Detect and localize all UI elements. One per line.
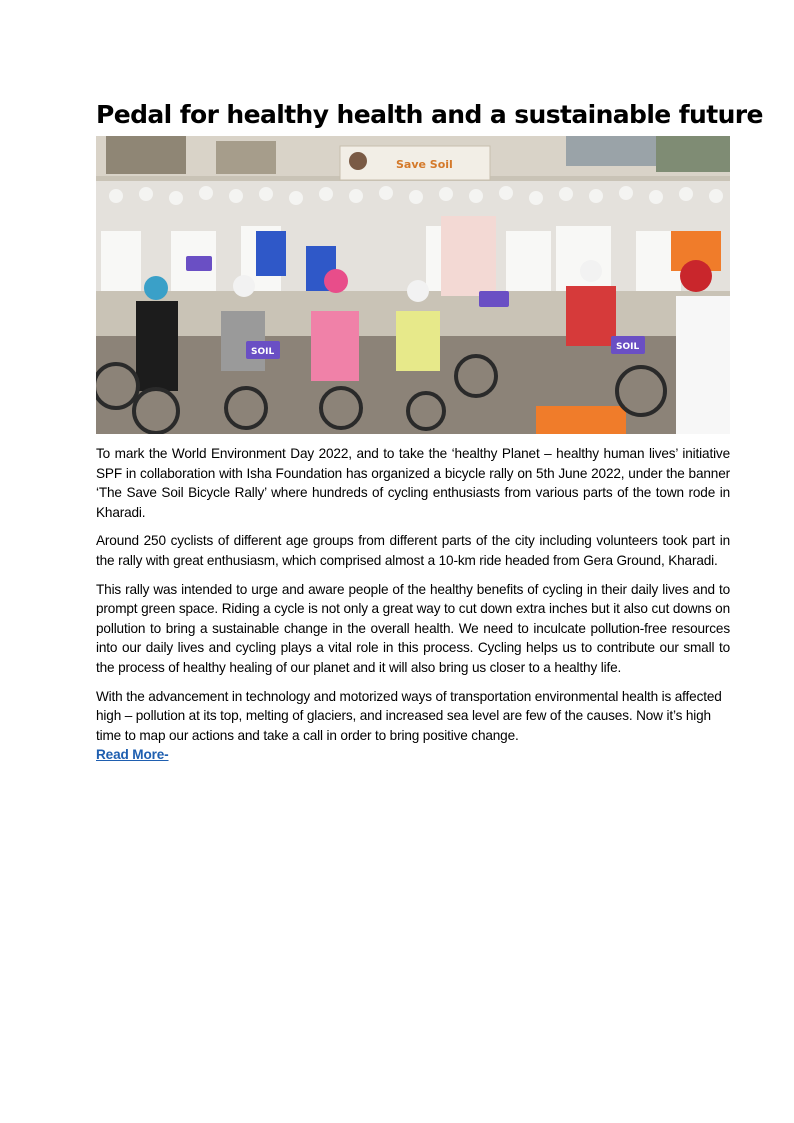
rally-illustration [96, 136, 730, 434]
article-photo [96, 136, 730, 434]
paragraph-with-link [96, 687, 730, 765]
article-body [96, 444, 730, 774]
article-title: Pedal for healthy health and a sustainable future [96, 100, 763, 129]
paragraph: To mark the World Environment Day 2022, and to take the ‘healthy Planet – healthy human lives’ initiative SPF in collaboration with Isha Foundation has organized a bicycle rally on 5th June 2022, under the banner ‘The Save Soil Bicycle Rally’ where hundreds of cycling enthusiasts from various parts of the town rode in Kharadi. [96, 446, 730, 520]
paragraph: Around 250 cyclists of different age groups from different parts of the city including volunteers took part in the rally with great enthusiasm, which comprised almost a 10-km ride headed from Gera Ground, Kharadi. [96, 533, 730, 568]
bib-label: SOIL [251, 347, 275, 357]
read-more-link[interactable]: Read More- [96, 747, 169, 763]
banner-text: Save Soil [396, 158, 453, 171]
paragraph: This rally was intended to urge and aware people of the healthy benefits of cycling in their daily lives and to prompt green space. Riding a cycle is not only a great way to cut down extra inches but it also cut downs on pollution to bring a sustainable change in the overall health. We need to inculcate pollution-free resources into our daily lives and cycling plays a vital role in this process. Cycling helps us to contribute our small to the process of healthy healing of our planet and it will also bring us closer to a healthy life. [96, 581, 730, 675]
bib-label: SOIL [616, 342, 640, 352]
paragraph: With the advancement in technology and motorized ways of transportation environmental health is affected high – pollution at its top, melting of glaciers, and increased sea level are few of the causes. Now it’s high time to map our actions and take a call in order to bring positive change. [96, 688, 722, 743]
